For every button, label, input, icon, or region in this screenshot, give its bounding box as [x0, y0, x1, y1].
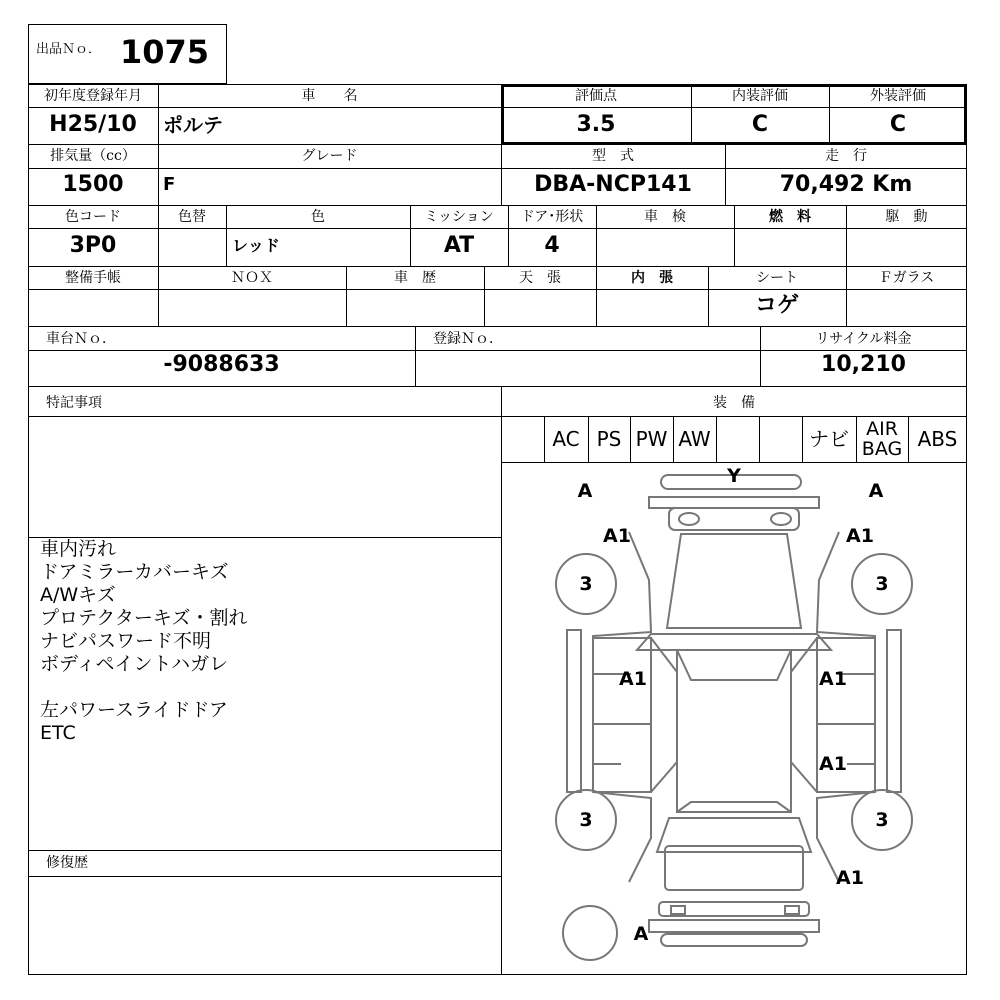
equipment-label: 装 備 — [713, 395, 755, 411]
grade-rear-right-tire: 3 — [875, 809, 889, 831]
recycle-value: 10,210 — [821, 352, 906, 377]
model-value: DBA-NCP141 — [534, 172, 692, 197]
grade-value: F — [163, 174, 176, 195]
repaint-label: 色替 — [178, 209, 206, 225]
mileage-value: 70,492 Km — [779, 172, 913, 197]
remark-line: ETC — [40, 722, 76, 744]
color-code-label: 色コード — [65, 209, 121, 225]
grade-right-door: A1 — [819, 668, 847, 690]
car-name-label: 車 名 — [301, 88, 358, 104]
first-registration-label: 初年度登録年月 — [44, 88, 142, 104]
grade-front-windshield: Y — [727, 465, 741, 487]
score-label: 評価点 — [575, 88, 617, 104]
grade-rear-bumper: A — [633, 923, 649, 945]
seat-value: コゲ — [754, 293, 799, 318]
grade-rear-left-tire: 3 — [579, 809, 593, 831]
lot-number-label: 出品Ｎｏ． — [36, 42, 102, 57]
grade-front-right-tire: 3 — [875, 573, 889, 595]
doors-label: ドア･形状 — [520, 209, 584, 225]
recycle-label: リサイクル料金 — [815, 331, 912, 347]
remark-line: ボディペイントハガレ — [40, 653, 229, 675]
inspection-label: 車 検 — [644, 209, 686, 225]
remark-line: ナビパスワード不明 — [40, 630, 212, 652]
equipment-ps: PS — [596, 427, 622, 451]
equipment-navi: ナビ — [809, 427, 849, 451]
service-book-label: 整備手帳 — [65, 270, 121, 286]
mission-value: AT — [443, 233, 475, 258]
interior-trim-label: 内 張 — [631, 270, 673, 286]
equipment-aw: AW — [678, 427, 711, 451]
grade-front-left-fender: A1 — [603, 525, 631, 547]
color-value: レッド — [232, 236, 280, 255]
chassis-value: -9088633 — [163, 352, 280, 377]
car-name-value: ポルテ — [163, 113, 223, 137]
grade-left-door: A1 — [619, 668, 647, 690]
grade-right-rear-door: A1 — [819, 753, 847, 775]
exterior-grade-label: 外装評価 — [870, 88, 926, 104]
score-value: 3.5 — [576, 112, 616, 137]
f-glass-label: Ｆガラス — [878, 270, 935, 286]
history-label: 車 歴 — [394, 270, 436, 286]
equipment-airbag: AIR BAG — [861, 418, 903, 460]
lot-number-value: 1075 — [120, 33, 210, 71]
remark-line: プロテクターキズ・割れ — [40, 607, 248, 629]
drive-label: 駆 動 — [885, 209, 928, 225]
remark-line: 車内汚れ — [40, 538, 117, 560]
remark-line — [40, 676, 247, 699]
grade-front-right-fender: A1 — [846, 525, 874, 547]
mission-label: ミッション — [424, 209, 494, 225]
fuel-label: 燃 料 — [769, 209, 811, 225]
grade-label: グレード — [301, 148, 358, 164]
remark-line: 左パワースライドドア — [40, 699, 228, 721]
doors-value: 4 — [544, 233, 560, 258]
equipment-ac: AC — [552, 427, 580, 451]
remarks-list — [40, 538, 247, 745]
displacement-value: 1500 — [62, 172, 124, 197]
equipment-abs: ABS — [917, 427, 958, 451]
grade-front-left-tire: 3 — [579, 573, 593, 595]
interior-grade-value: C — [751, 112, 769, 137]
nox-label: ＮＯＸ — [231, 270, 273, 286]
displacement-label: 排気量（cc） — [50, 148, 136, 164]
color-label: 色 — [311, 209, 325, 225]
grade-front-right-corner: A — [868, 480, 884, 502]
remark-line: A/Wキズ — [40, 584, 116, 606]
car-damage-diagram — [501, 462, 967, 975]
registration-label: 登録Ｎｏ． — [433, 331, 503, 347]
headliner-label: 天 張 — [519, 270, 561, 286]
model-label: 型 式 — [592, 148, 634, 164]
remark-line: ドアミラーカバーキズ — [40, 561, 229, 583]
remarks-label: 特記事項 — [46, 395, 102, 411]
repair-history-label: 修復歴 — [46, 855, 88, 871]
exterior-grade-value: C — [889, 112, 907, 137]
color-code-value: 3P0 — [69, 233, 117, 258]
chassis-label: 車台Ｎｏ． — [46, 331, 116, 347]
first-registration-value: H25/10 — [49, 112, 137, 137]
mileage-label: 走 行 — [825, 148, 867, 164]
grade-rear-right-quarter: A1 — [836, 867, 864, 889]
grade-front-left-corner: A — [577, 480, 593, 502]
seat-label: シート — [756, 270, 798, 286]
equipment-pw: PW — [635, 427, 668, 451]
interior-grade-label: 内装評価 — [732, 88, 788, 104]
